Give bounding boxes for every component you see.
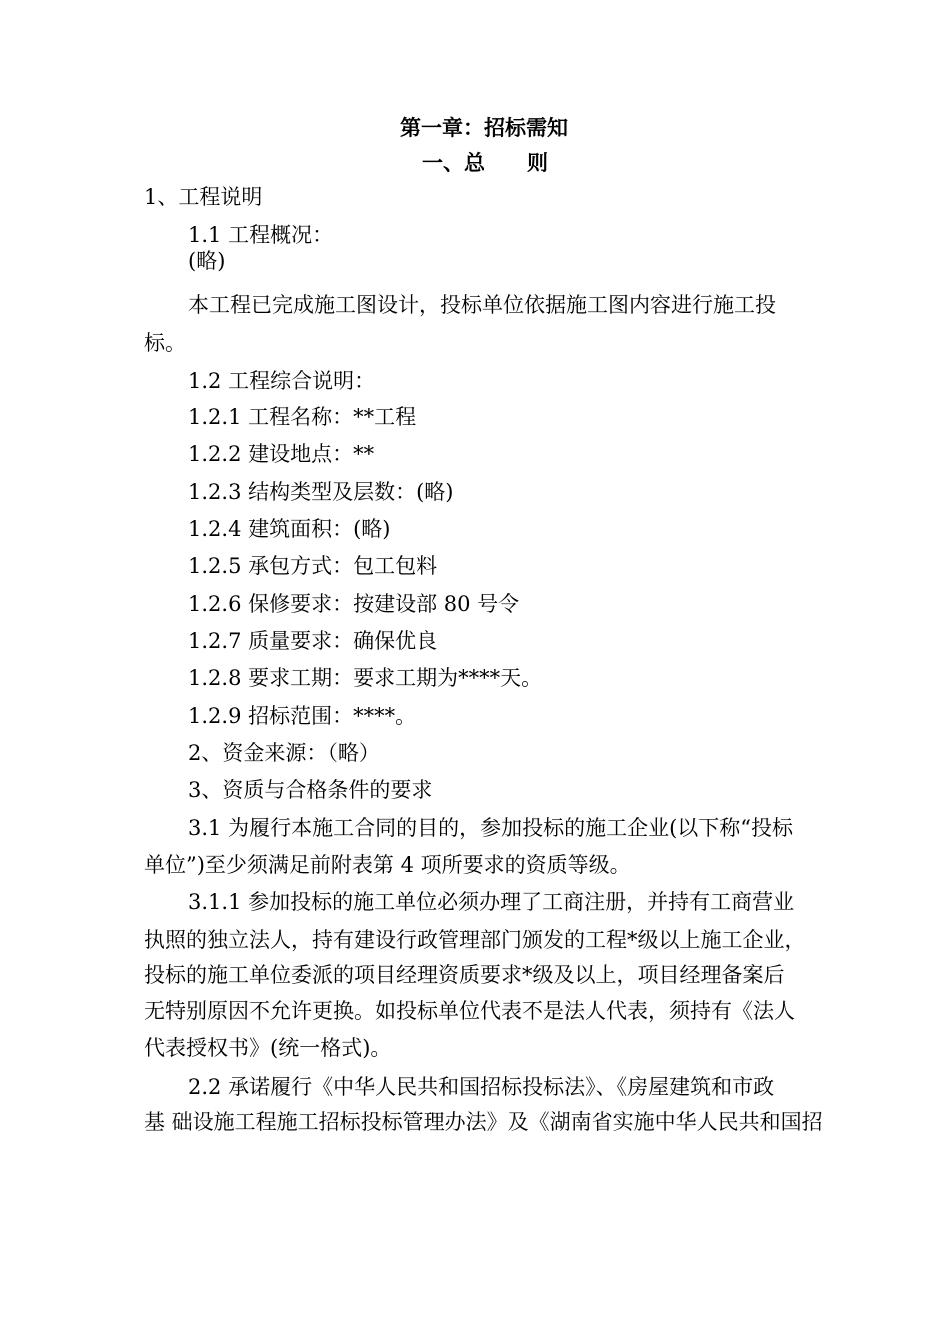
item-1-2-3: 1.2.3 结构类型及层数：(略) [188,480,454,504]
heading-funding-source: 2、资金来源：（略） [188,741,380,765]
section-title: 一、总 则 [422,150,548,175]
item-1-2-1: 1.2.1 工程名称：**工程 [188,405,417,429]
item-1-2-5: 1.2.5 承包方式：包工包料 [188,554,438,578]
paragraph-line: 标。 [144,331,186,355]
chapter-title: 第一章：招标需知 [400,115,568,140]
paragraph-line: 基 础设施工程施工招标投标管理办法》及《湖南省实施中华人民共和国招 [144,1110,823,1134]
item-1-2-4: 1.2.4 建筑面积：(略) [188,517,391,541]
paragraph-line: 2.2 承诺履行《中华人民共和国招标投标法》、《房屋建筑和市政 [188,1075,775,1099]
paragraph-line: 3.1.1 参加投标的施工单位必须办理了工商注册，并持有工商营业 [188,890,795,914]
item-1-2-9: 1.2.9 招标范围：****。 [188,704,417,728]
paragraph-line: 单位”)至少须满足前附表第 4 项所要求的资质等级。 [144,853,631,877]
item-1-2-2: 1.2.2 建设地点：** [188,442,375,466]
item-1-2-8: 1.2.8 要求工期：要求工期为****天。 [188,666,543,690]
item-1-1-value: (略) [188,249,226,273]
item-1-2-6: 1.2.6 保修要求：按建设部 80 号令 [188,592,520,616]
paragraph-line: 代表授权书》(统一格式)。 [144,1036,392,1060]
paragraph-line: 执照的独立法人，持有建设行政管理部门颁发的工程*级以上施工企业， [144,928,806,952]
paragraph-line: 投标的施工单位委派的项目经理资质要求*级及以上，项目经理备案后 [144,963,785,987]
paragraph-line: 无特别原因不允许更换。如投标单位代表不是法人代表，须持有《法人 [144,999,795,1023]
item-1-1: 1.1 工程概况： [188,223,334,247]
item-1-2-7: 1.2.7 质量要求：确保优良 [188,629,438,653]
heading-qualification: 3、资质与合格条件的要求 [188,778,433,802]
paragraph-line: 本工程已完成施工图设计，投标单位依据施工图内容进行施工投 [188,293,776,317]
paragraph-line: 3.1 为履行本施工合同的目的，参加投标的施工企业(以下称“投标 [188,816,793,840]
item-1-2: 1.2 工程综合说明： [188,369,376,393]
heading-engineering-description: 1、工程说明 [144,185,263,209]
